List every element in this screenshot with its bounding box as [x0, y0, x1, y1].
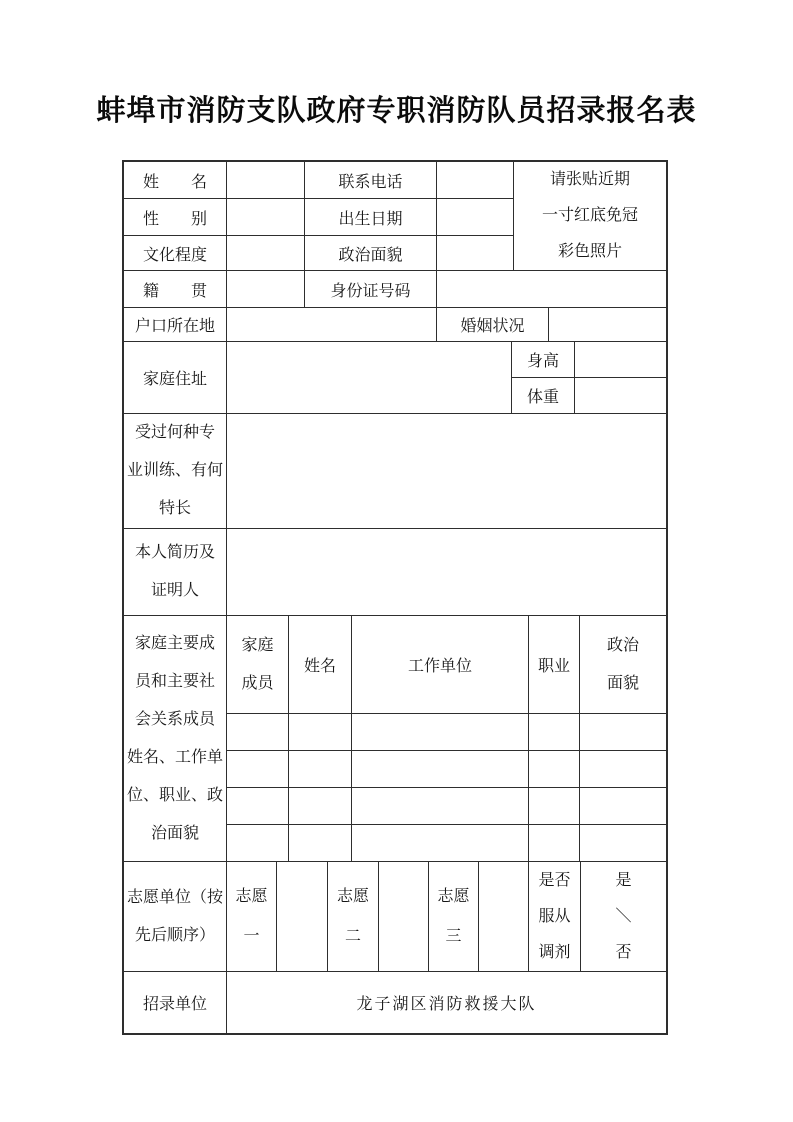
family-occupation-cell[interactable]: [529, 825, 580, 862]
address-band: [123, 341, 667, 414]
slash-separator: ＼: [615, 907, 632, 925]
family-name-header: 姓名: [289, 616, 352, 714]
training-input-cell[interactable]: [227, 414, 667, 529]
family-member-cell[interactable]: [227, 788, 289, 825]
native-place-label: 籍 贯: [124, 271, 227, 308]
preference-2-label-line-2: 二: [344, 927, 361, 945]
family-member-header: [227, 616, 289, 714]
recruit-band: [123, 971, 667, 1034]
marital-status-label: 婚姻状况: [437, 308, 549, 342]
family-occupation-cell[interactable]: [529, 788, 580, 825]
resume-label-line-2: 证明人: [150, 582, 199, 599]
gender-label: 性 别: [124, 199, 227, 236]
family-work-unit-cell[interactable]: [352, 825, 529, 862]
marital-status-input-cell[interactable]: [549, 308, 667, 342]
family-section-label-line-4: 姓名、工作单: [126, 748, 223, 766]
native-place-input-cell[interactable]: [227, 271, 305, 308]
preference-3-label-line-1: 志愿: [437, 887, 470, 905]
political-status-input-cell[interactable]: [437, 236, 514, 271]
family-member-cell[interactable]: [227, 825, 289, 862]
training-band: [123, 413, 667, 529]
gender-input-cell[interactable]: [227, 199, 305, 236]
adjustment-label-line-3: 调剂: [538, 943, 571, 961]
family-name-cell[interactable]: [289, 788, 352, 825]
birth-date-input-cell[interactable]: [437, 199, 514, 236]
family-work-unit-cell[interactable]: [352, 751, 529, 788]
household-band: [123, 307, 667, 342]
birth-date-label: 出生日期: [305, 199, 437, 236]
no-option: 否: [615, 943, 632, 961]
training-label: [124, 414, 227, 529]
preference-3-input-cell[interactable]: [479, 862, 529, 972]
resume-label-line-1: 本人简历及: [134, 544, 215, 561]
resume-band: [123, 528, 667, 616]
preference-band: [123, 861, 667, 972]
family-political-cell[interactable]: [580, 751, 667, 788]
basic-info-band: [123, 161, 667, 271]
resume-label: [124, 529, 227, 616]
family-occupation-cell[interactable]: [529, 714, 580, 751]
family-member-header-line-1: 家庭: [241, 636, 274, 654]
height-label: 身高: [512, 342, 575, 378]
photo-note-line-3: 彩色照片: [557, 243, 622, 260]
height-input-cell[interactable]: [575, 342, 667, 378]
family-political-cell[interactable]: [580, 825, 667, 862]
preference-2-input-cell[interactable]: [379, 862, 429, 972]
recruit-unit-label: 招录单位: [124, 972, 227, 1034]
education-label: 文化程度: [124, 236, 227, 271]
yes-option: 是: [615, 871, 632, 889]
family-section-label-line-6: 治面貌: [150, 824, 199, 842]
id-number-label: 身份证号码: [305, 271, 437, 308]
training-label-line-2: 业训练、有何: [126, 462, 223, 479]
name-label: 姓 名: [124, 162, 227, 199]
political-status-label: 政治面貌: [305, 236, 437, 271]
photo-note-line-2: 一寸红底免冠: [541, 207, 638, 224]
family-member-cell[interactable]: [227, 751, 289, 788]
family-work-unit-header: 工作单位: [352, 616, 529, 714]
photo-note-line-1: 请张贴近期: [549, 171, 630, 188]
preference-2-label: [328, 862, 379, 972]
name-input-cell[interactable]: [227, 162, 305, 199]
family-political-cell[interactable]: [580, 788, 667, 825]
family-occupation-cell[interactable]: [529, 751, 580, 788]
family-section-label: [124, 616, 227, 862]
adjustment-label-line-2: 服从: [538, 907, 571, 925]
family-band: [123, 615, 667, 862]
resume-input-cell[interactable]: [227, 529, 667, 616]
family-political-header-line-1: 政治: [606, 636, 639, 654]
contact-phone-input-cell[interactable]: [437, 162, 514, 199]
family-political-header: [580, 616, 667, 714]
family-name-cell[interactable]: [289, 825, 352, 862]
preference-label: [124, 862, 227, 972]
family-occupation-header: 职业: [529, 616, 580, 714]
preference-label-line-1: 志愿单位（按: [126, 888, 223, 906]
training-label-line-3: 特长: [158, 500, 191, 517]
family-name-cell[interactable]: [289, 751, 352, 788]
household-location-label: 户口所在地: [124, 308, 227, 342]
preference-1-label: [227, 862, 277, 972]
preference-3-label-line-2: 三: [445, 927, 462, 945]
preference-1-input-cell[interactable]: [277, 862, 328, 972]
family-work-unit-cell[interactable]: [352, 788, 529, 825]
weight-label: 体重: [512, 378, 575, 414]
contact-phone-label: 联系电话: [305, 162, 437, 199]
family-political-cell[interactable]: [580, 714, 667, 751]
education-input-cell[interactable]: [227, 236, 305, 271]
family-work-unit-cell[interactable]: [352, 714, 529, 751]
page-title: 蚌埠市消防支队政府专职消防队员招录报名表: [96, 95, 697, 127]
family-section-label-line-5: 位、职业、政: [126, 786, 223, 804]
preference-2-label-line-1: 志愿: [336, 887, 369, 905]
preference-label-line-2: 先后顺序）: [134, 926, 215, 944]
id-number-input-cell[interactable]: [437, 271, 667, 308]
preference-3-label: [429, 862, 479, 972]
household-location-input-cell[interactable]: [227, 308, 437, 342]
family-section-label-line-1: 家庭主要成: [134, 634, 215, 652]
training-label-line-1: 受过何种专: [134, 424, 215, 441]
home-address-input-cell[interactable]: [227, 342, 512, 414]
family-member-cell[interactable]: [227, 714, 289, 751]
preference-1-label-line-2: 一: [243, 927, 260, 945]
family-section-label-line-2: 员和主要社: [134, 672, 215, 690]
preference-1-label-line-1: 志愿: [235, 887, 268, 905]
recruit-unit-value: 龙子湖区消防救援大队: [227, 972, 667, 1034]
adjustment-yes-no-cell[interactable]: [581, 862, 667, 972]
family-name-cell[interactable]: [289, 714, 352, 751]
weight-input-cell[interactable]: [575, 378, 667, 414]
family-member-header-line-2: 成员: [241, 674, 274, 692]
family-section-label-line-3: 会关系成员: [134, 710, 215, 728]
adjustment-label: [529, 862, 581, 972]
id-band: [123, 270, 667, 308]
family-political-header-line-2: 面貌: [606, 674, 639, 692]
home-address-label: 家庭住址: [124, 342, 227, 414]
adjustment-label-line-1: 是否: [538, 871, 571, 889]
photo-cell[interactable]: [514, 162, 667, 271]
application-form-table: [122, 160, 668, 1035]
